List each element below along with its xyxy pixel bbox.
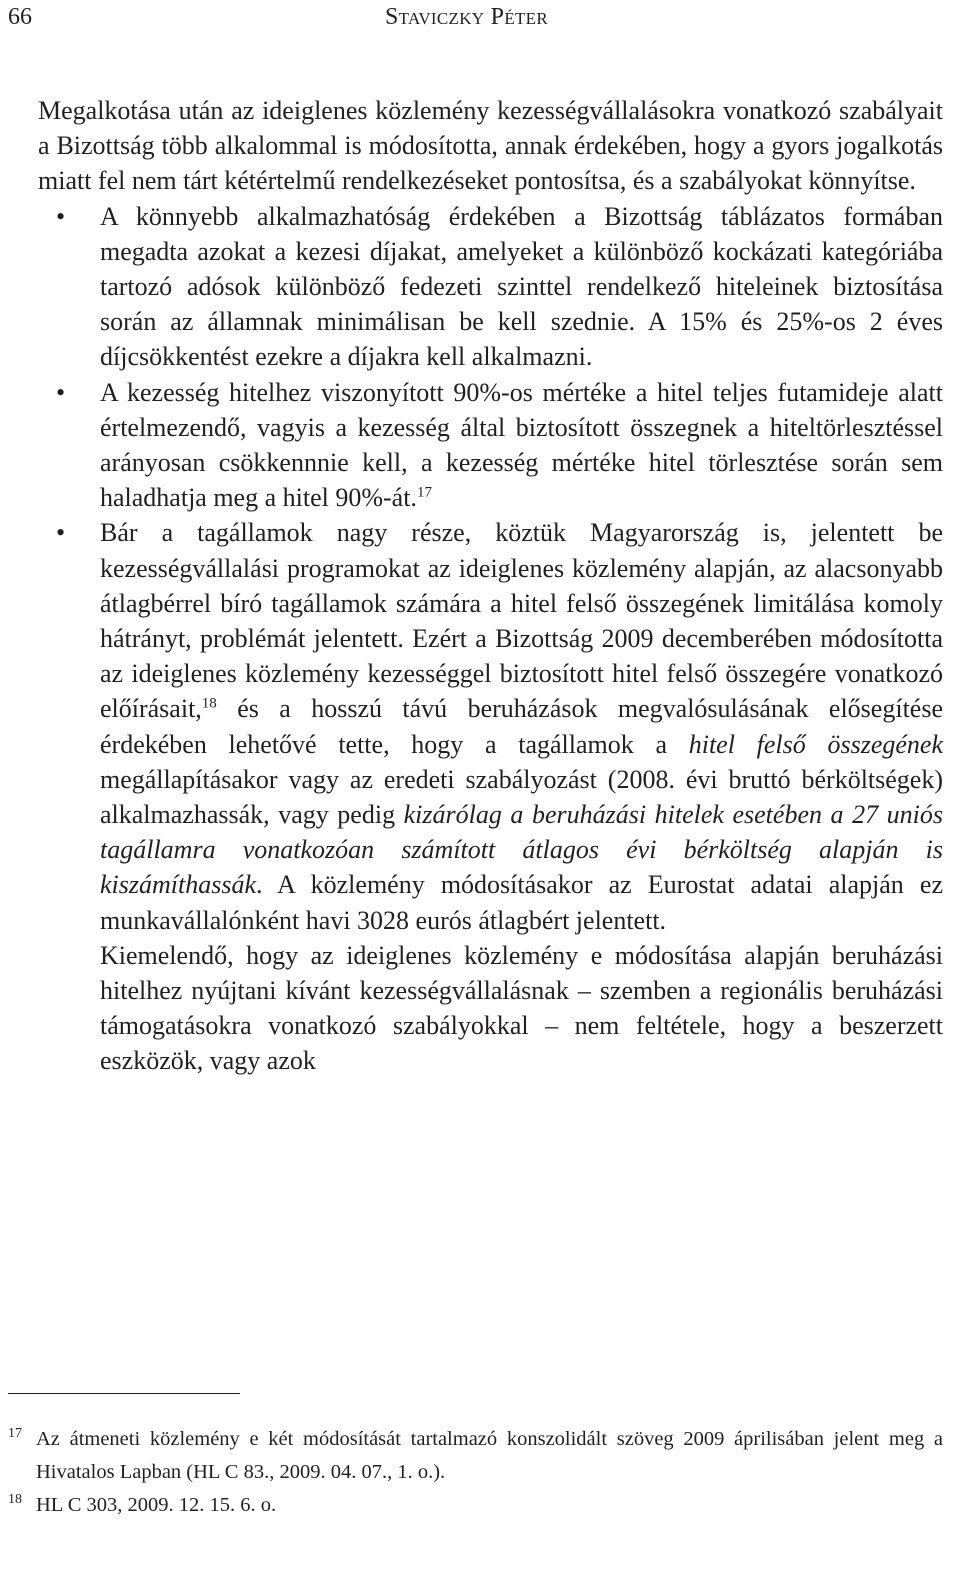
page-number: 66 bbox=[8, 4, 32, 30]
bullet-text-body: A kezesség hitelhez viszonyított 90%-os mértéke a hitel teljes futamideje alatt értelmezendő, vagyis a kezesség által biztosított összegnek a hiteltörlesztéssel arányosan csökkennnie kell, a kezesség mértéke hitel törlesztése során sem haladhatja meg a hitel 90%-át. bbox=[100, 377, 943, 513]
bullet-icon: • bbox=[56, 518, 66, 548]
footnote-text: Az átmeneti közlemény e két módosítását tartalmazó konszolidált szöveg 2009 áprilisában jelent meg a Hivatalos Lapban (HL C 83., 2009. 04. 07., 1. o.). bbox=[36, 1428, 943, 1483]
body-text bbox=[38, 93, 943, 1079]
bullet-text-part1: Bár a tagállamok nagy része, köztük Magyarország is, jelentett be kezességvállalási programokat az ideiglenes közlemény alapján, az alacsonyabb átlagbérrel bíró tagállamok számára a hitel felső összegének limitálása komoly hátrányt, problémát jelentett. Ezért a Bizottság 2009 decemberében módosította az ideiglenes közlemény kezességgel biztosított hitel felső összegére vonatkozó előírásait, bbox=[100, 518, 943, 724]
footnote-mark: 17 bbox=[8, 1426, 22, 1441]
bullet-icon: • bbox=[56, 377, 66, 407]
italic-phrase-eu-average: kizárólag a beruházási hitelek esetében a 27 uniós tagállamra vonatkozóan számított átlagos évi bérköltség alapján is kiszámíthassák bbox=[100, 800, 943, 900]
bullet-icon: • bbox=[56, 201, 66, 231]
page-header bbox=[8, 4, 940, 36]
bullet-text-part2: és a hosszú távú beruházások megvalósulásának elősegítése érdekében lehetővé tette, hogy a tagállamok a bbox=[100, 694, 943, 759]
bullet-continuation: Kiemelendő, hogy az ideiglenes közlemény e módosítása alapján beruházási hitelhez nyújtani kívánt kezességvállalásnak – szemben a regionális beruházási támogatásokra vonatkozó szabályokkal – nem feltétele, hogy a beszerzett eszközök, vagy azok bbox=[100, 940, 943, 1076]
running-title: Staviczky Péter bbox=[385, 4, 549, 30]
bullet-text-part3: megállapításakor vagy az eredeti szabályozást (2008. évi bruttó bérköltségek) alkalmazhassák, vagy pedig bbox=[100, 764, 943, 830]
footnote-18 bbox=[8, 1489, 943, 1522]
bullet-text: A könnyebb alkalmazhatóság érdekében a Bizottság táblázatos formában megadta azokat a kezesi díjakat, amelyeket a különböző kockázati kategóriába tartozó adósok különböző fedezeti szinttel rendelkező hiteleinek biztosítása során az államnak minimálisan be kell szednie. A 15% és 25%-os 2 éves díjcsökkentést ezekre a díjakra kell alkalmazni. bbox=[100, 201, 943, 372]
bullet-list bbox=[38, 199, 943, 1079]
bullet-text bbox=[100, 375, 943, 516]
footnote-17 bbox=[8, 1423, 943, 1489]
footnote-ref-17: 17 bbox=[416, 484, 432, 501]
footnote-ref-18: 18 bbox=[201, 695, 217, 712]
footnotes bbox=[8, 1423, 943, 1522]
bullet-item-guarantee-ratio bbox=[38, 375, 943, 516]
footnote-text: HL C 303, 2009. 12. 15. 6. o. bbox=[36, 1494, 277, 1516]
bullet-text-part4: . A közlemény módosításakor az Eurostat adatai alapján ez munkavállalónként havi 3028 eurós átlagbért jelentett. bbox=[100, 870, 943, 935]
bullet-item-fees bbox=[38, 199, 943, 375]
footnote-mark: 18 bbox=[8, 1492, 22, 1507]
italic-phrase-loan-ceiling: hitel felső összegének bbox=[688, 729, 943, 759]
bullet-text bbox=[100, 515, 943, 937]
bullet-item-loan-ceiling bbox=[38, 515, 943, 1078]
intro-paragraph: Megalkotása után az ideiglenes közlemény kezességvállalásokra vonatkozó szabályait a Bizottság több alkalommal is módosította, annak érdekében, hogy a gyors jogalkotás miatt fel nem tárt kétértelmű rendelkezéseket pontosítsa, és a szabályokat könnyítse. bbox=[38, 96, 943, 196]
footnote-divider bbox=[8, 1393, 240, 1394]
